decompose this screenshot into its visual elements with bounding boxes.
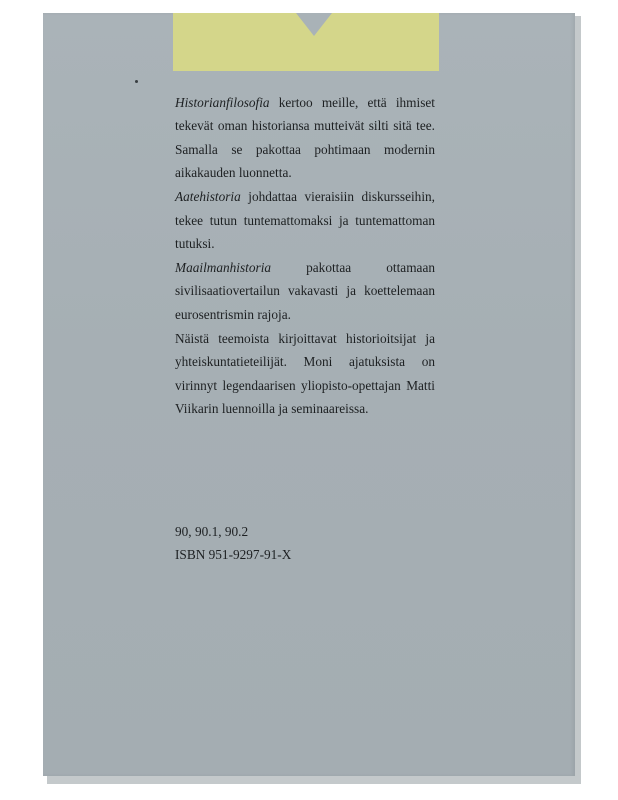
catalog-codes [175,520,435,567]
term-aatehistoria: Aatehistoria [175,189,241,205]
blurb-paragraph-1-text: kertoo meille, että ihmiset tekevät oman historiansa mutteivät silti sitä tee. Samalla se pakottaa pohtimaan modernin aikakauden luonnetta. [175,95,435,181]
term-historianfilosofia: Historianfilosofia [175,95,270,110]
arrow-notch-icon [296,13,332,36]
classification-codes: 90, 90.1, 90.2 [175,524,249,539]
blurb-paragraph-2 [175,185,435,255]
print-speck [135,80,138,83]
blurb-paragraph-4: Näistä teemoista kirjoittavat historioitsijat ja yhteiskuntatieteilijät. Moni ajatuksista on virinnyt legendaarisen yliopisto-opettajan Matti Viikarin luennoilla ja seminaareissa. [175,330,435,417]
back-cover [43,13,575,776]
blurb-paragraph-3-text: pakottaa ottamaan sivilisaatiovertailun vakavasti ja koettelemaan eurosentrismin rajoja. [175,260,435,322]
isbn: ISBN 951-9297-91-X [175,547,292,563]
blurb-text [175,91,435,421]
yellow-band [173,13,439,71]
blurb-paragraph-1 [175,91,435,185]
blurb-paragraph-2-text: johdattaa vieraisiin diskursseihin, tekee tutun tuntemattomaksi ja tuntemattoman tutuksi. [175,189,435,252]
blurb-paragraph-3 [175,256,435,326]
term-maailmanhistoria: Maailmanhistoria [175,260,272,276]
